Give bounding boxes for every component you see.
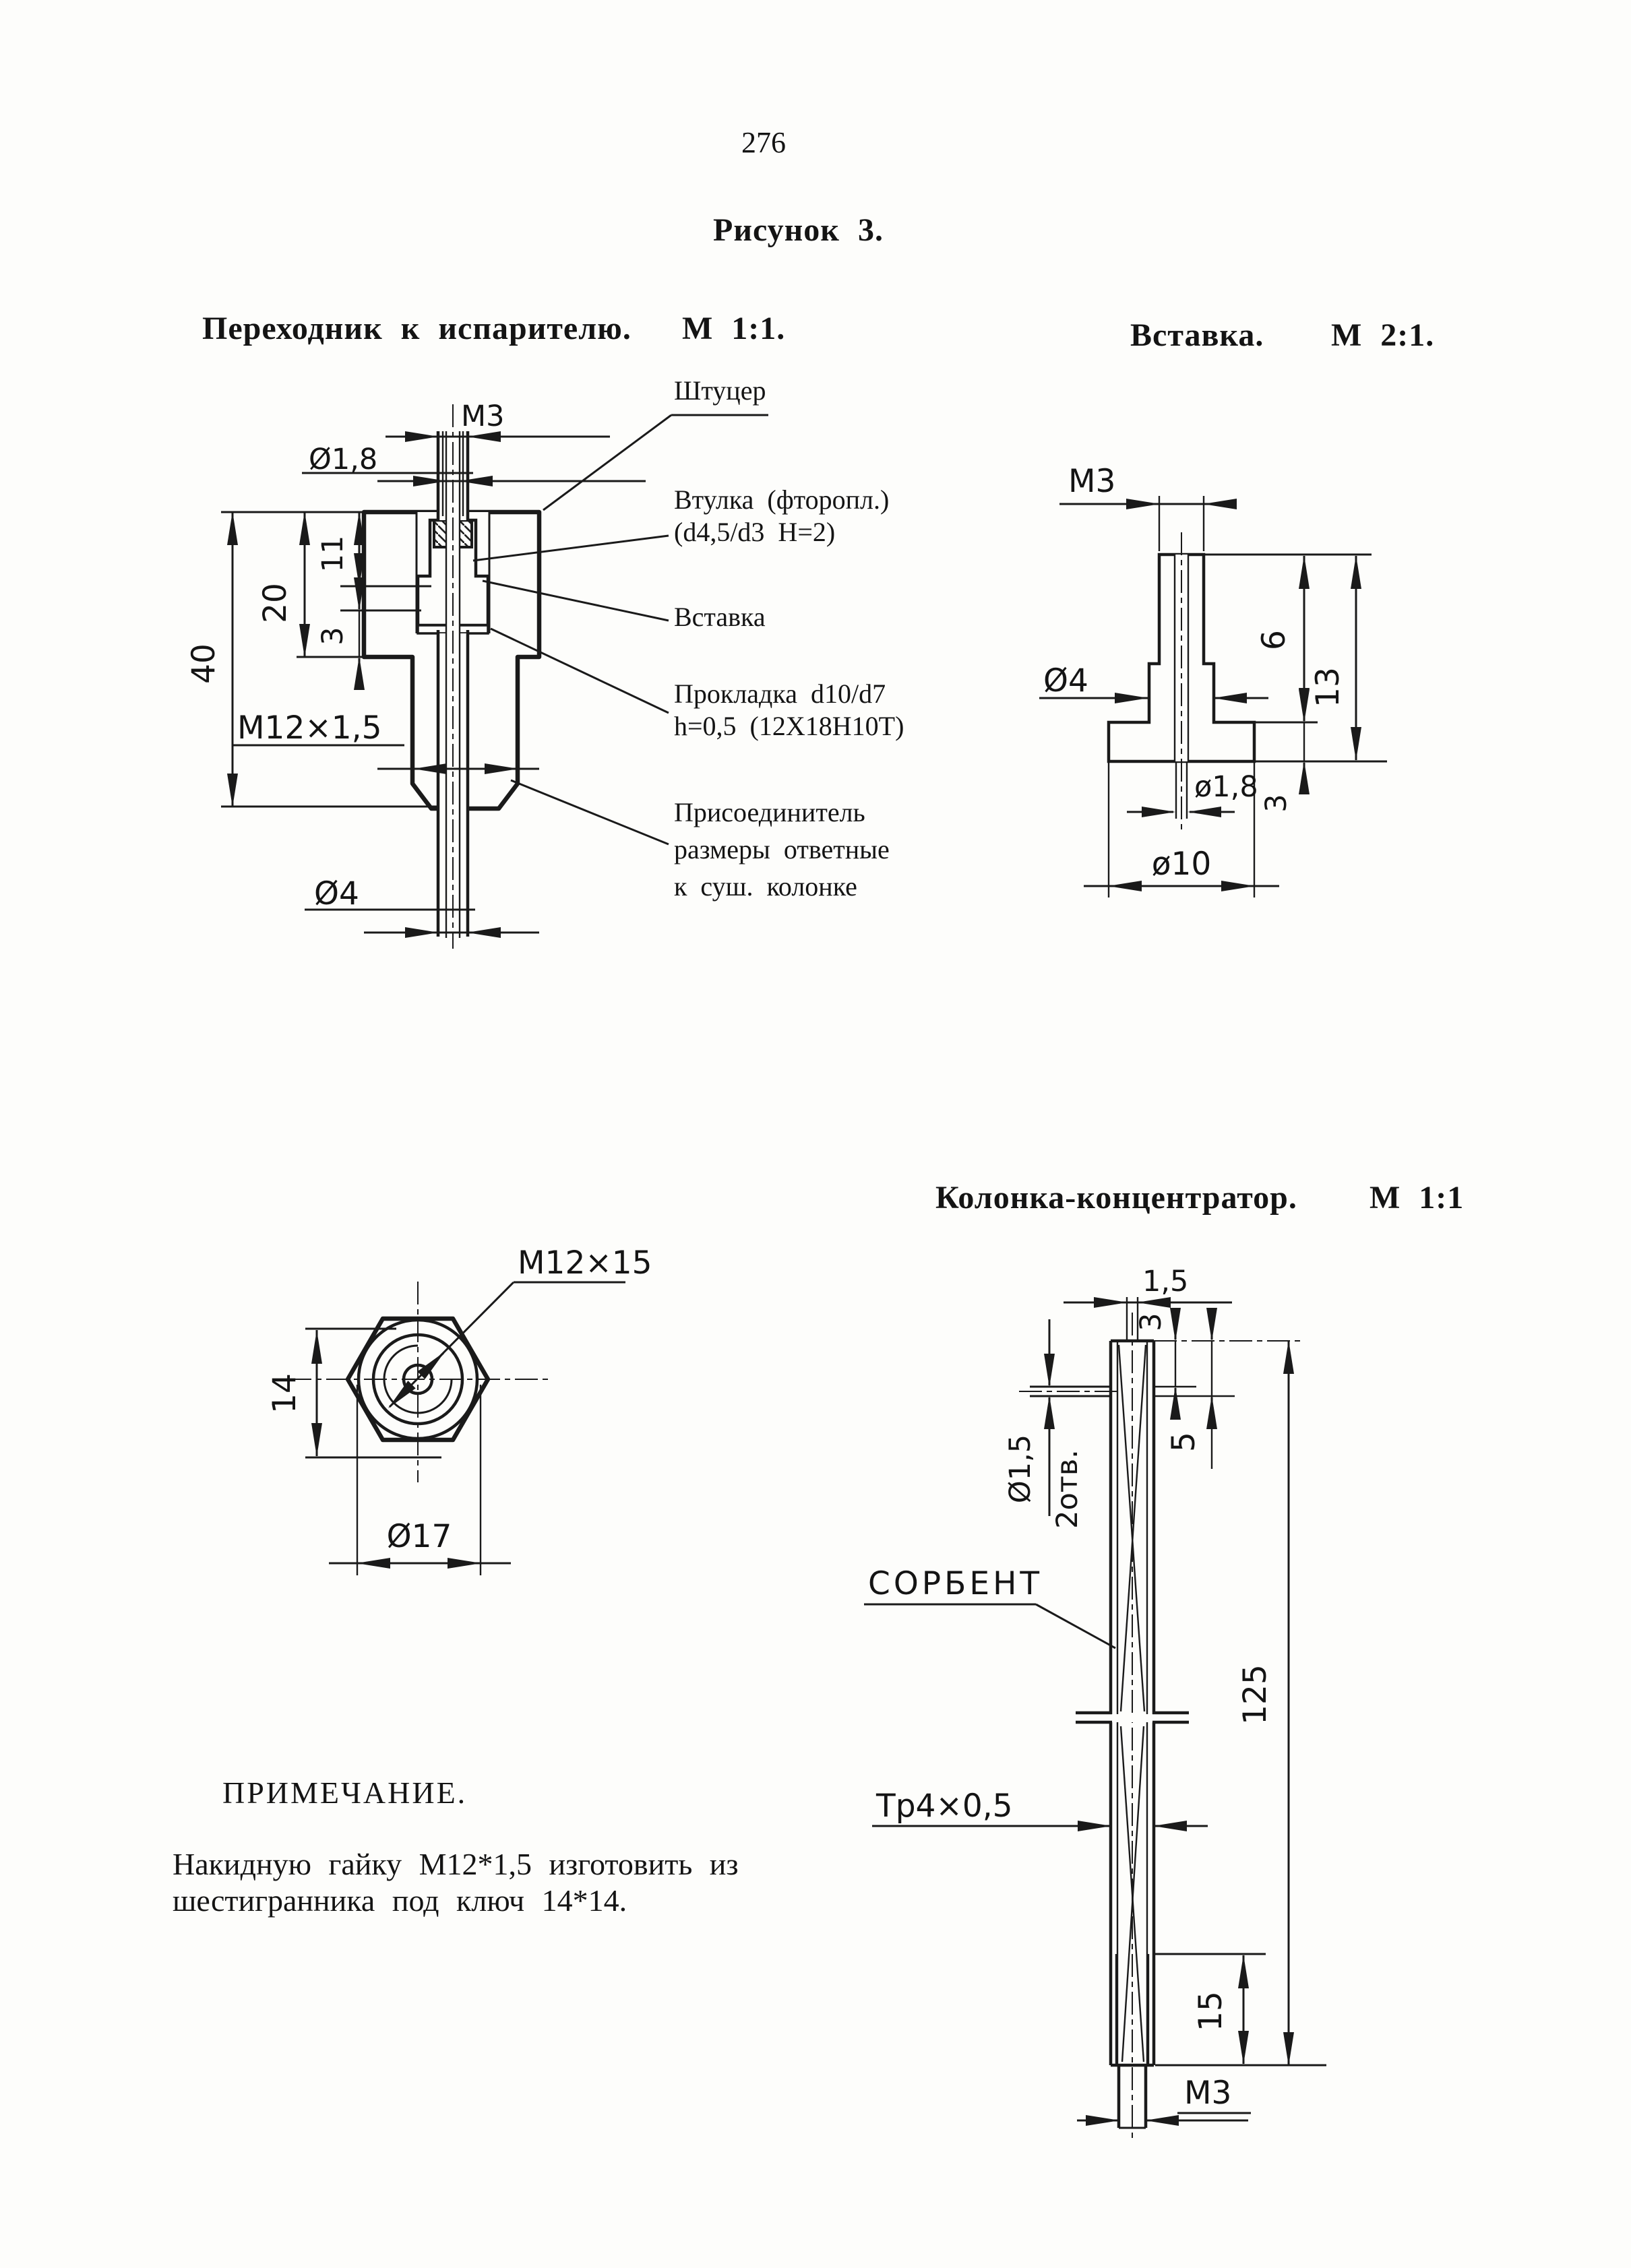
callout-prokladka-2: h=0,5 (12Х18Н10Т) <box>674 711 904 741</box>
dim-20: 20 <box>257 583 294 623</box>
column-title: Колонка-концентратор. <box>935 1180 1297 1216</box>
dim-ins-d18: ø1,8 <box>1194 770 1258 804</box>
dim-col-holes-d: Ø1,5 <box>1004 1434 1037 1504</box>
dim-nut-d17: Ø17 <box>386 1518 452 1555</box>
dim-d4: Ø4 <box>314 875 359 912</box>
dim-ins-6: 6 <box>1256 630 1293 650</box>
dim-col-3: 3 <box>1134 1313 1168 1331</box>
trap-label: Тр4×0,5 <box>876 1788 1013 1825</box>
note-heading: ПРИМЕЧАНИЕ. <box>222 1775 468 1810</box>
callout-vtulka-1: Втулка (фторопл.) <box>674 484 890 515</box>
adapter-scale: М 1:1. <box>682 311 786 346</box>
dim-col-holes-n: 2отв. <box>1051 1449 1084 1529</box>
column-drawing <box>864 1265 1326 2143</box>
dim-col-125: 125 <box>1237 1664 1274 1725</box>
page-number: 276 <box>741 126 786 159</box>
figure-caption: Рисунок 3. <box>713 212 884 248</box>
dim-col-15mm: 1,5 <box>1142 1265 1189 1298</box>
note-line-1: Накидную гайку М12*1,5 изготовить из <box>173 1847 739 1881</box>
nut-top-view <box>266 1245 652 1575</box>
insert-scale: М 2:1. <box>1331 317 1435 353</box>
adapter-title: Переходник к испарителю. <box>202 311 632 346</box>
callout-prisoed-3: к суш. колонке <box>674 871 857 902</box>
insert-title: Вставка. <box>1130 317 1264 353</box>
callout-prisoed-1: Присоединитель <box>674 797 865 827</box>
callout-vstavka: Вставка <box>674 602 766 632</box>
dim-3: 3 <box>316 627 350 645</box>
callout-vtulka-2: (d4,5/d3 Н=2) <box>674 517 836 547</box>
dim-col-15: 15 <box>1192 1991 1229 2031</box>
callout-prokladka-1: Прокладка d10/d7 <box>674 679 886 709</box>
dim-col-m3: М3 <box>1184 2075 1232 2112</box>
dim-11: 11 <box>316 535 350 573</box>
callout-prisoed-2: размеры ответные <box>674 834 890 864</box>
dim-d18: Ø1,8 <box>309 443 378 476</box>
dim-col-5: 5 <box>1165 1432 1202 1452</box>
dim-m3-top: М3 <box>461 400 505 433</box>
dim-ins-13: 13 <box>1310 667 1347 707</box>
callout-shtutser: Штуцер <box>674 375 766 406</box>
dim-ins-d10: ø10 <box>1151 846 1212 883</box>
dim-nut-14: 14 <box>266 1373 303 1414</box>
dim-ins-3: 3 <box>1260 794 1293 813</box>
adapter-drawing <box>185 400 768 949</box>
dim-40: 40 <box>185 643 222 684</box>
dim-ins-d4: Ø4 <box>1043 662 1088 699</box>
note-line-2: шестигранника под ключ 14*14. <box>173 1883 627 1918</box>
column-scale: М 1:1 <box>1370 1180 1465 1216</box>
sorbent-label: СОРБЕНТ <box>868 1565 1043 1602</box>
dim-ins-m3: М3 <box>1068 463 1116 500</box>
nut-thread-label: М12×15 <box>518 1245 652 1282</box>
insert-drawing <box>1039 463 1387 897</box>
dim-m12: М12×1,5 <box>237 710 382 747</box>
